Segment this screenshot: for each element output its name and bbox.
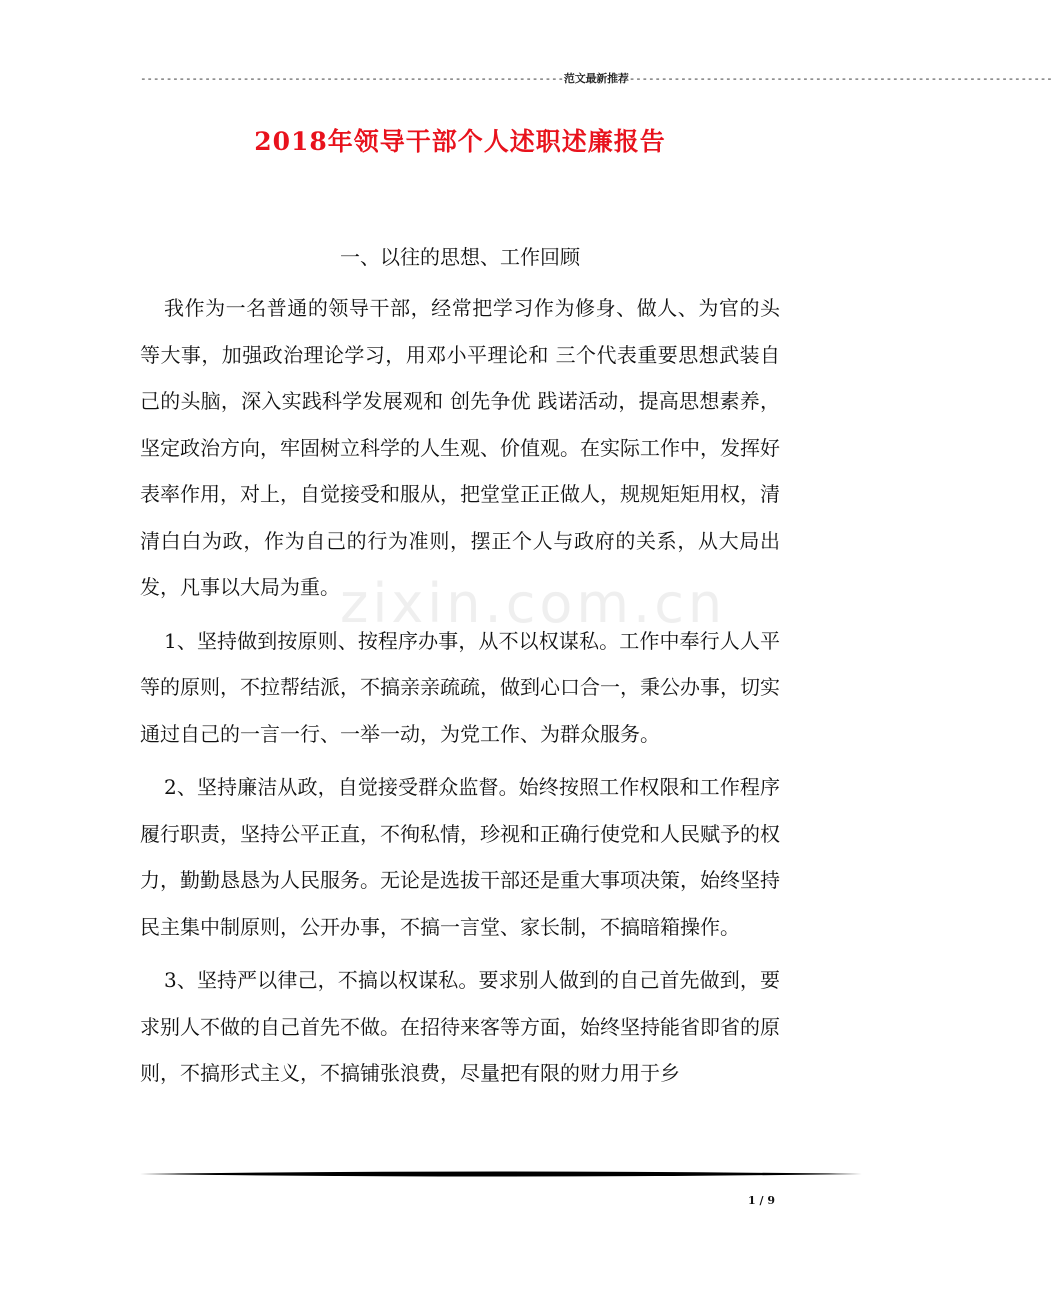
footer-rule xyxy=(140,1170,862,1178)
header-dashes-left: ------------------------------------------------------------------ xyxy=(140,72,564,85)
paragraph-point-1: 1、坚持做到按原则、按程序办事，从不以权谋私。工作中奉行人人平等的原则，不拉帮结派，不搞亲亲疏疏，做到心口合一，秉公办事，切实通过自己的一言一行、一举一动，为党工作、为群众服务。 xyxy=(140,628,780,746)
document-body xyxy=(140,285,780,1097)
page-number: 1 / 9 xyxy=(748,1194,775,1207)
document-title: 2018年领导干部个人述职述廉报告 xyxy=(254,127,666,156)
watermark: zixin.com.cn xyxy=(340,572,727,635)
paragraph-point-2: 2、坚持廉洁从政，自觉接受群众监督。始终按照工作权限和工作程序履行职责，坚持公平正直，不徇私情，珍视和正确行使党和人民赋予的权力，勤勤恳恳为人民服务。无论是选拔干部还是重大事项决策，始终坚持民主集中制原则，公开办事，不搞一言堂、家长制，不搞暗箱操作。 xyxy=(140,775,780,939)
header-label: 范文最新推荐 xyxy=(563,72,629,85)
page-header xyxy=(140,70,1053,86)
section-heading: 一、以往的思想、工作回顾 xyxy=(340,245,580,269)
paragraph-intro: 我作为一名普通的领导干部，经常把学习作为修身、做人、为官的头等大事，加强政治理论学习，用邓小平理论和 三个代表重要思想武装自己的头脑，深入实践科学发展观和 创先争优 践诺活动，提高思想素养，坚定政治方向，牢固树立科学的人生观、价值观。在实际工作中，发挥好表率作用，对上，自觉接受和服从，把堂堂正正做人，规规矩矩用权，清清白白为政，作为自己的行为准则，摆正个人与政府的关系，从大局出发，凡事以大局为重。 xyxy=(140,296,780,599)
paragraph-point-3: 3、坚持严以律己，不搞以权谋私。要求别人做到的自己首先做到，要求别人不做的自己首先不做。在招待来客等方面，始终坚持能省即省的原则，不搞形式主义，不搞铺张浪费，尽量把有限的财力用于乡 xyxy=(140,968,780,1085)
header-dashes-right: ------------------------------------------------------------------ xyxy=(628,72,1053,85)
